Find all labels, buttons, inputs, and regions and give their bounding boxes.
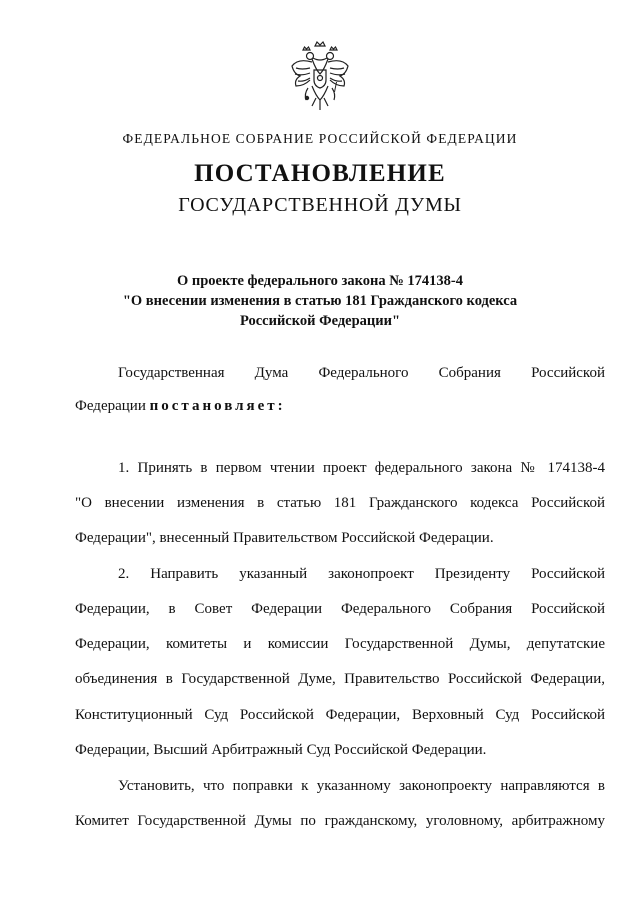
document-subject <box>0 271 640 331</box>
subject-line: Российской Федерации" <box>239 313 401 329</box>
item-1-line: "О внесении изменения в статью 181 Гражданского кодекса Российской <box>75 495 605 511</box>
item-2-line: Федерации, комитеты и комиссии Государственной Думы, депутатские <box>75 636 605 652</box>
subject-line: "О внесении изменения в статью 181 Гражданского кодекса <box>122 293 518 309</box>
decree-verb: постановляет: <box>149 398 286 414</box>
item-2-line: Федерации, в Совет Федерации Федерального Собрания Российской <box>75 601 605 617</box>
item-2-line: Конституционный Суд Российской Федерации, Верховный Суд Российской <box>75 707 605 723</box>
item-2-line: 2. Направить указанный законопроект Президенту Российской <box>118 566 605 582</box>
organization-header: ФЕДЕРАЛЬНОЕ СОБРАНИЕ РОССИЙСКОЙ ФЕДЕРАЦИИ <box>122 131 518 146</box>
preamble-prefix: Федерации <box>75 398 150 414</box>
preamble-line <box>75 398 286 415</box>
preamble-line: Государственная Дума Федерального Собрания Российской <box>118 365 605 381</box>
amendments-line: Комитет Государственной Думы по гражданскому, уголовному, арбитражному <box>75 813 605 829</box>
item-2-line: объединения в Государственной Думе, Правительство Российской Федерации, <box>75 671 605 687</box>
document-issuer: ГОСУДАРСТВЕННОЙ ДУМЫ <box>178 194 462 216</box>
subject-line: О проекте федерального закона № 174138-4 <box>176 273 464 289</box>
item-1-line: Федерации", внесенный Правительством Российской Федерации. <box>75 530 494 546</box>
coat-of-arms-icon <box>288 40 352 114</box>
amendments-line: Установить, что поправки к указанному законопроекту направляются в <box>118 778 605 794</box>
item-2-line: Федерации, Высший Арбитражный Суд Российской Федерации. <box>75 742 487 758</box>
document-type-title: ПОСТАНОВЛЕНИЕ <box>194 160 446 187</box>
item-1-line: 1. Принять в первом чтении проект федерального закона № 174138-4 <box>118 460 605 476</box>
